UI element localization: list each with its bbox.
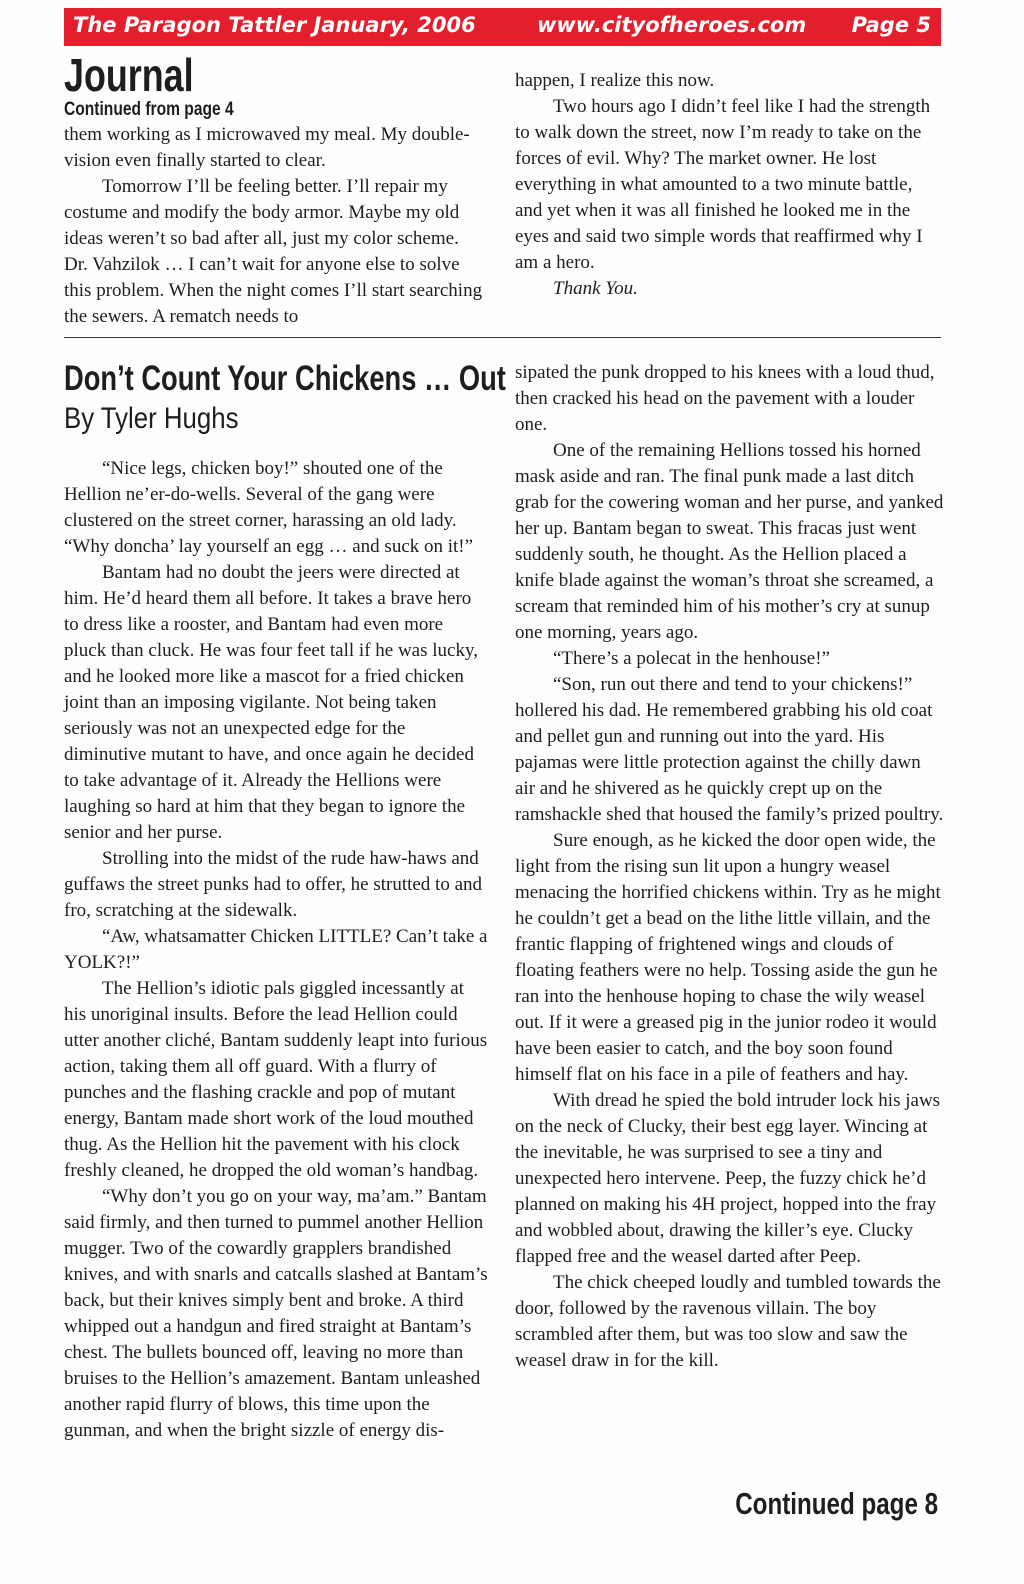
journal-heading: Journal [64,49,194,101]
section-divider [64,337,941,338]
story-paragraph: sipated the punk dropped to his knees with a loud thud, then cracked his head on the pavement with a louder one. [515,362,935,435]
newsletter-title: The Paragon Tattler January, 2006 [73,13,476,37]
story-paragraph: The chick cheeped loudly and tumbled towards the door, followed by the ravenous villain. The boy scrambled after them, but was too slow and saw the weasel draw in for the kill. [515,1272,941,1371]
journal-left-column [64,50,484,330]
story-paragraph: With dread he spied the bold intruder lock his jaws on the neck of Clucky, their best egg layer. Wincing at the inevitable, he was surprised to see a tiny and unexpected hero intervene. Peep, the fuzzy chick he’d planned on making his 4H project, hopped into the fray and wobbled about, drawing the killer’s eye. Clucky flapped free and the weasel darted after Peep. [515,1090,941,1267]
story-left-column [64,358,506,1444]
journal-paragraph: Tomorrow I’ll be feeling better. I’ll repair my costume and modify the body armor. Maybe my old ideas weren’t so bad after all, just my color scheme. Dr. Vahzilok … I can’t wait for anyone else to solve this problem. When the night comes I’ll start searching the sewers. A rematch needs to [64,176,483,327]
journal-right-column [515,68,943,302]
story-paragraph: Strolling into the midst of the rude haw-haws and guffaws the street punks had to offer, he strutted to and fro, scratching at the sidewalk. [64,848,483,921]
story-paragraph: Sure enough, as he kicked the door open wide, the light from the rising sun lit upon a hungry weasel menacing the horrified chickens within. Try as he might he couldn’t get a bead on the lithe little villain, and the frantic flapping of frightened wings and clouds of floating feathers were no help. Tossing aside the gun he ran into the henhouse hoping to chase the wily weasel out. If it were a greased pig in the junior rodeo it would have been easier to catch, and the boy soon found himself flat on his face in a pile of feathers and hay. [515,830,941,1085]
story-paragraph: “Aw, whatsamatter Chicken LITTLE? Can’t take a YOLK?!” [64,926,488,973]
story-right-column [515,360,945,1374]
story-paragraph: Bantam had no doubt the jeers were directed at him. He’d heard them all before. It takes a brave hero to dress like a rooster, and Bantam had even more pluck than cluck. He was four feet tall if he was lucky, and he looked more like a mascot for a fried chicken joint than an imposing vigilante. Not being taken seriously was not an unexpected edge for the diminutive mutant to have, and once again he decided to take advantage of it. Already the Hellions were laughing so hard at him that they began to ignore the senior and her purse. [64,562,478,843]
journal-signoff: Thank You. [553,278,638,299]
journal-paragraph: Two hours ago I didn’t feel like I had the strength to walk down the street, now I’m ready to take on the forces of evil. Why? The market owner. He lost everything in what amounted to a two minute battle, and yet when it was all finished he looked me in the eyes and said two simple words that reaffirmed why I am a hero. [515,96,931,273]
story-paragraph: The Hellion’s idiotic pals giggled incessantly at his unoriginal insults. Before the lead Hellion could utter another cliché, Bantam suddenly leapt into furious action, taking them all off guard. With a flurry of punches and the flashing crackle and pop of mutant energy, Bantam made short work of the loud mouthed thug. As the Hellion hit the pavement with his clock freshly cleaned, he dropped the old woman’s handbag. [64,978,488,1181]
journal-paragraph: happen, I realize this now. [515,70,715,91]
story-paragraph: “There’s a polecat in the henhouse!” [553,648,830,669]
story-paragraph: “Son, run out there and tend to your chickens!” hollered his dad. He remembered grabbing his old coat and pellet gun and running out into the yard. His pajamas were little protection against the chilly dawn air and he shivered as he quickly crept up on the ramshackle shed that housed the family’s prized poultry. [515,674,944,825]
story-paragraph: “Nice legs, chicken boy!” shouted one of the Hellion ne’er-do-wells. Several of the gang were clustered on the street corner, harassing an old lady. “Why doncha’ lay yourself an egg … and suck on it!” [64,458,474,557]
continued-page-label: Continued page 8 [735,1486,938,1521]
website-url: www.cityofheroes.com [537,13,807,37]
continued-from-label: Continued from page 4 [64,99,234,120]
page-header-banner [64,8,941,46]
story-paragraph: One of the remaining Hellions tossed his horned mask aside and ran. The final punk made a last ditch grab for the cowering woman and her purse, and yanked her up. Bantam began to sweat. This fracas just went suddenly south, he thought. As the Hellion placed a knife blade against the woman’s throat she screamed, a scream that reminded him of his mother’s cry at sunup one morning, years ago. [515,440,944,643]
page-number: Page 5 [851,13,931,37]
story-byline: By Tyler Hughs [64,402,239,435]
journal-paragraph: them working as I microwaved my meal. My double-vision even finally started to clear. [64,124,470,171]
story-paragraph: “Why don’t you go on your way, ma’am.” Bantam said firmly, and then turned to pummel another Hellion mugger. Two of the cowardly grapplers brandished knives, and with snarls and catcalls slashed at Bantam’s back, but their knives simply bent and broke. A third whipped out a handgun and fired straight at Bantam’s chest. The bullets bounced off, leaving no more than bruises to the Hellion’s amazement. Bantam unleashed another rapid flurry of blows, this time upon the gunman, and when the bright sizzle of energy dis- [64,1186,488,1441]
story-title: Don’t Count Your Chickens … Out [64,359,506,398]
